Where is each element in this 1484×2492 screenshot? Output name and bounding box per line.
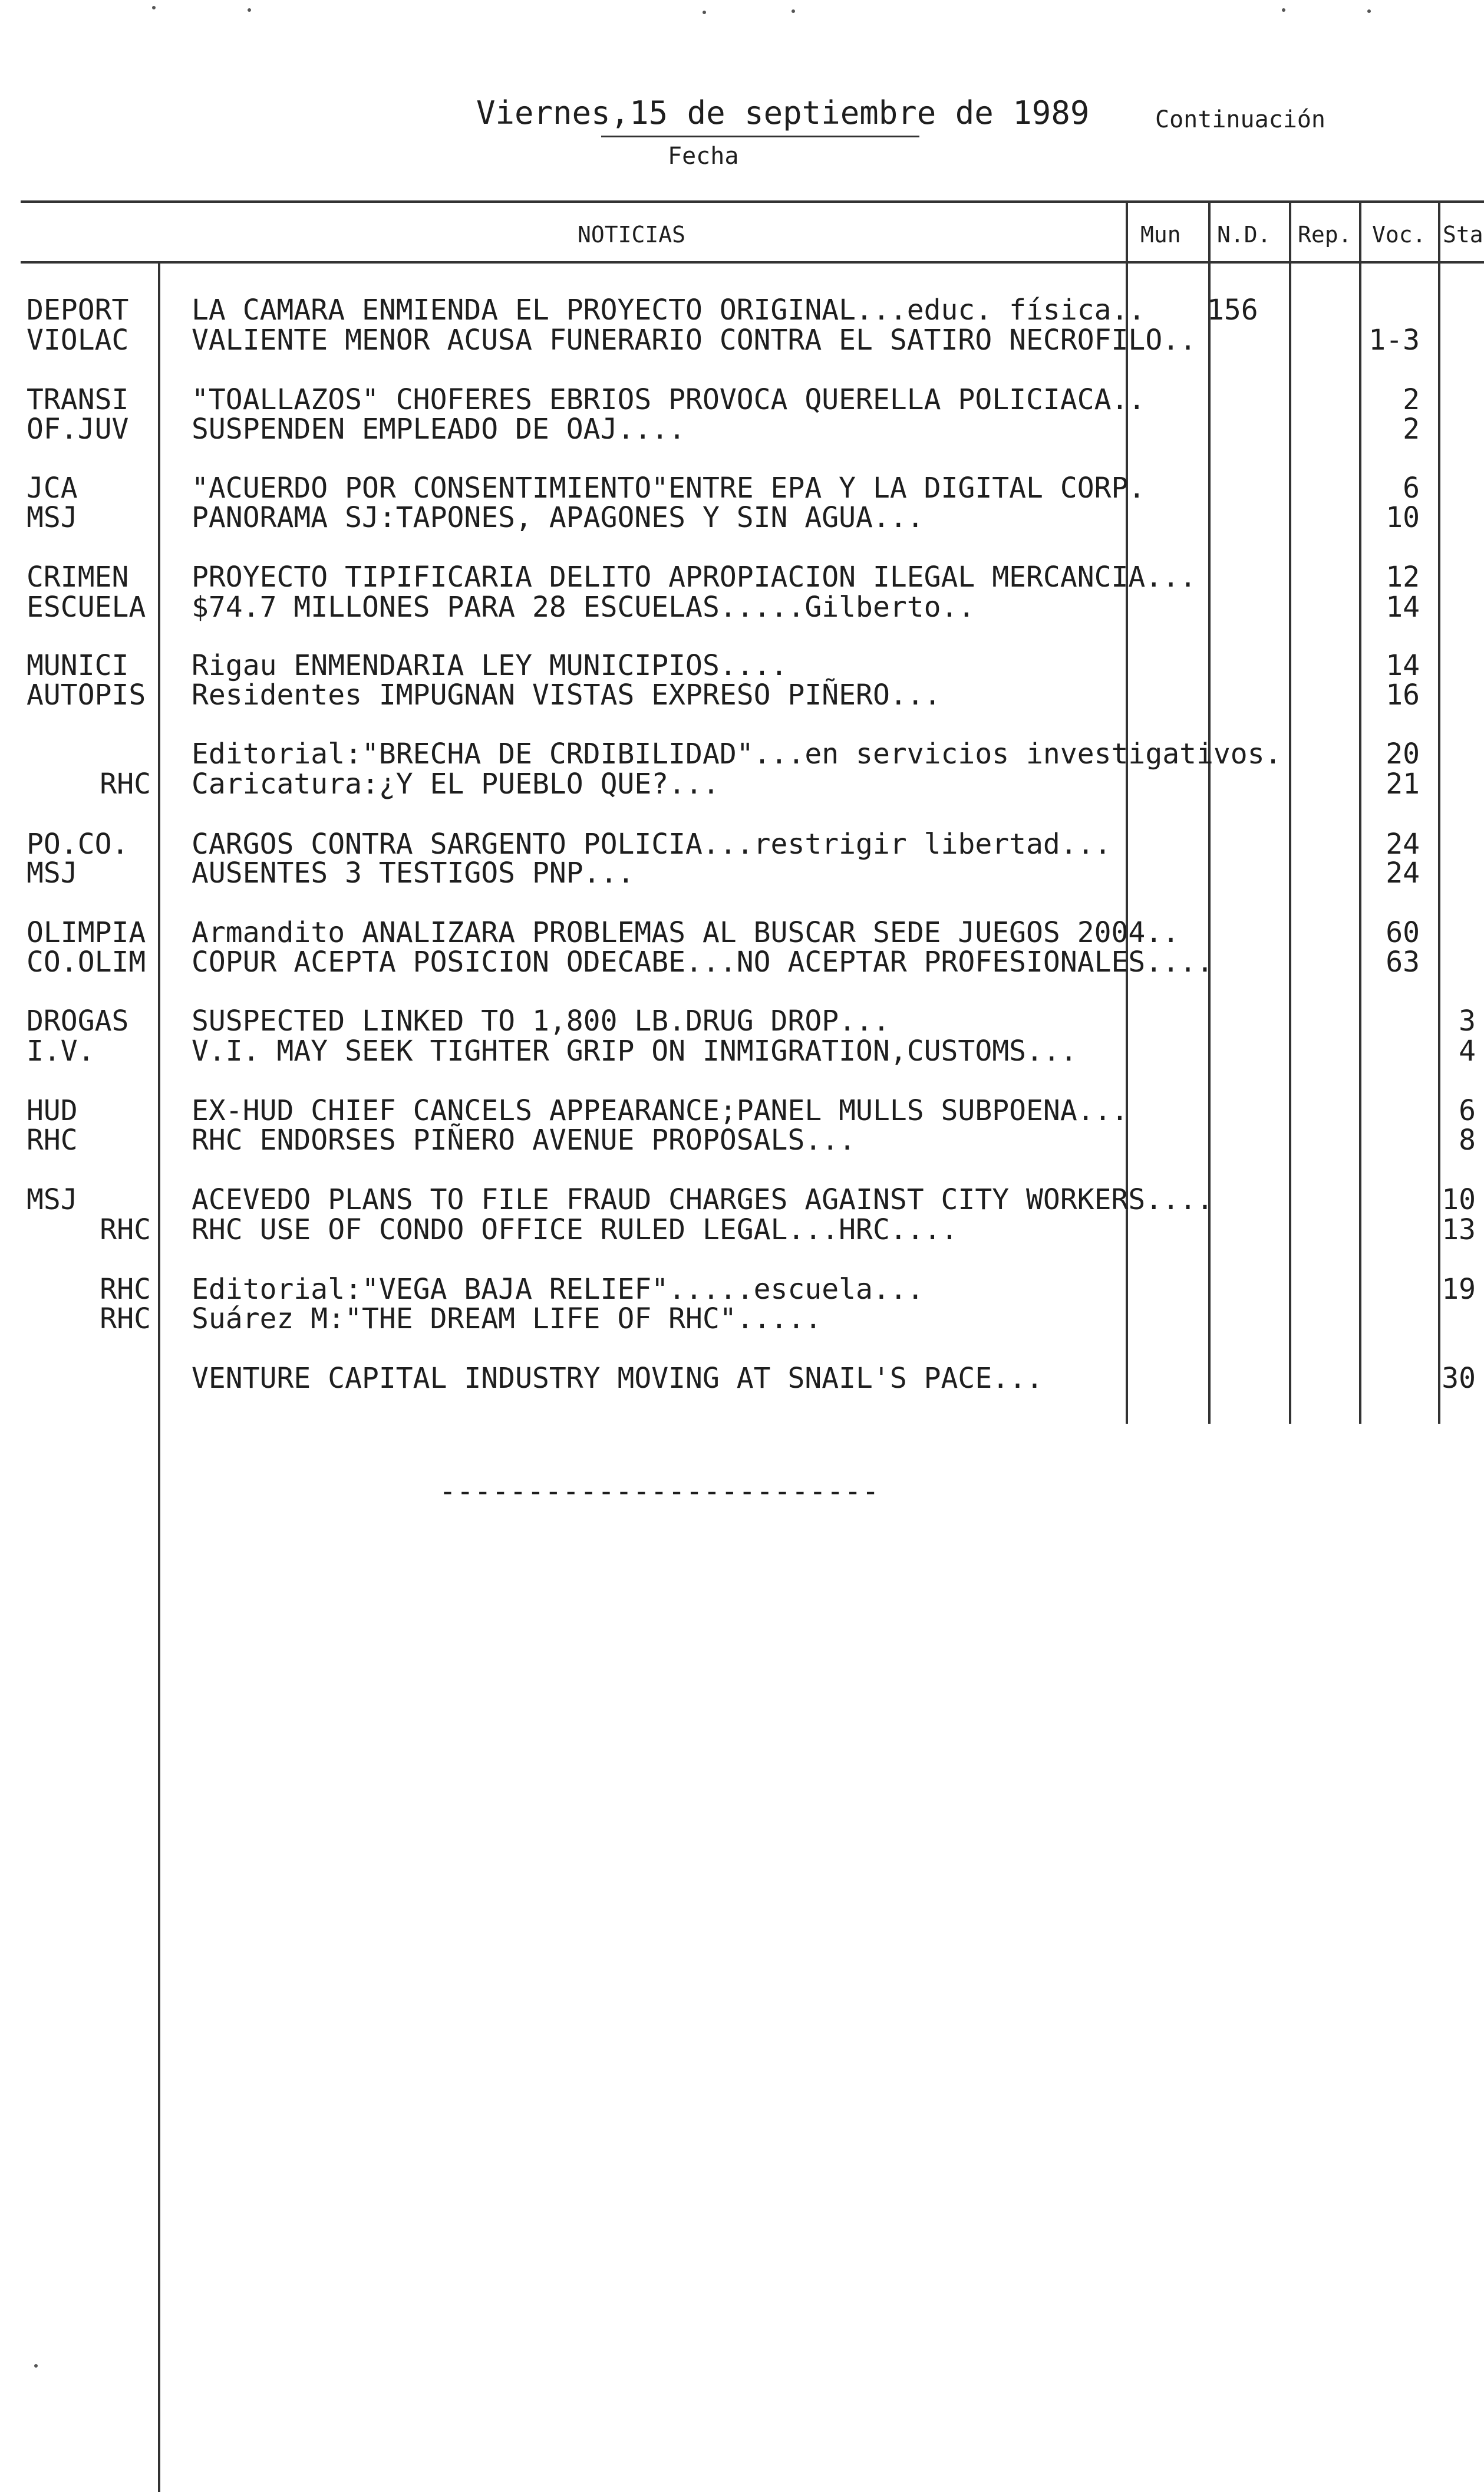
entry-voc-page: 16: [1386, 679, 1420, 712]
entry-voc-page: 63: [1386, 946, 1420, 979]
entry-headline: Suárez M:"THE DREAM LIFE OF RHC".....: [192, 1302, 822, 1335]
scan-speck: [34, 2364, 38, 2368]
entry-headline: PROYECTO TIPIFICARIA DELITO APROPIACION ILEGAL MERCANCIA...: [192, 561, 1197, 594]
entry-voc-page: 24: [1386, 857, 1420, 890]
table-top-rule: [21, 200, 1484, 203]
entry-headline: SUSPECTED LINKED TO 1,800 LB.DRUG DROP...: [192, 1005, 890, 1038]
entry-category: DEPORT: [27, 294, 129, 327]
entry-headline: Residentes IMPUGNAN VISTAS EXPRESO PIÑERO...: [192, 679, 941, 712]
column-divider-voc: [1359, 200, 1361, 1424]
entry-voc-page: 10: [1386, 501, 1420, 534]
entry-headline: "ACUERDO POR CONSENTIMIENTO"ENTRE EPA Y LA DIGITAL CORP.: [192, 472, 1146, 505]
scan-speck: [792, 9, 795, 13]
entry-category: ESCUELA: [27, 591, 146, 624]
entry-category: TRANSI: [27, 383, 129, 416]
scan-speck: [1282, 8, 1285, 12]
column-divider-rep: [1289, 200, 1291, 1424]
entry-category: AUTOPIS: [27, 679, 146, 712]
entry-headline: Editorial:"BRECHA DE CRDIBILIDAD"...en servicios investigativos.: [192, 738, 1282, 771]
entry-headline: RHC ENDORSES PIÑERO AVENUE PROPOSALS...: [192, 1124, 856, 1157]
column-header-nd: N.D.: [1217, 222, 1271, 248]
entry-voc-page: 14: [1386, 649, 1420, 682]
entry-category: JCA: [27, 472, 78, 505]
entry-category: CRIMEN: [27, 561, 129, 594]
entry-voc-page: 14: [1386, 591, 1420, 624]
entry-headline: VALIENTE MENOR ACUSA FUNERARIO CONTRA EL SATIRO NECROFILO..: [192, 324, 1197, 357]
entry-headline: CARGOS CONTRA SARGENTO POLICIA...restrigir libertad...: [192, 828, 1112, 861]
scan-speck: [248, 8, 251, 12]
entry-headline: Rigau ENMENDARIA LEY MUNICIPIOS....: [192, 649, 788, 682]
entry-headline: ACEVEDO PLANS TO FILE FRAUD CHARGES AGAINST CITY WORKERS....: [192, 1183, 1213, 1216]
entry-headline: COPUR ACEPTA POSICION ODECABE...NO ACEPTAR PROFESIONALES....: [192, 946, 1213, 979]
entry-headline: Editorial:"VEGA BAJA RELIEF".....escuela...: [192, 1273, 924, 1306]
column-header-voc: Voc.: [1372, 222, 1426, 248]
entry-category: MSJ: [27, 501, 78, 534]
entry-voc-page: 20: [1386, 738, 1420, 771]
entry-headline: RHC USE OF CONDO OFFICE RULED LEGAL...HRC....: [192, 1213, 958, 1246]
entry-category: RHC: [100, 1273, 151, 1306]
entry-category: RHC: [100, 1213, 151, 1246]
entry-category: MUNICI: [27, 649, 129, 682]
entry-headline: PANORAMA SJ:TAPONES, APAGONES Y SIN AGUA...: [192, 501, 924, 534]
column-divider-sta: [1438, 200, 1440, 1424]
entry-category: HUD: [27, 1094, 78, 1127]
entry-voc-page: 2: [1403, 383, 1420, 416]
scan-speck: [1367, 9, 1371, 13]
entry-headline: VENTURE CAPITAL INDUSTRY MOVING AT SNAIL'S PACE...: [192, 1362, 1043, 1395]
entry-headline: Caricatura:¿Y EL PUEBLO QUE?...: [192, 768, 720, 801]
entry-headline: Armandito ANALIZARA PROBLEMAS AL BUSCAR SEDE JUEGOS 2004..: [192, 916, 1180, 949]
entry-headline: SUSPENDEN EMPLEADO DE OAJ....: [192, 413, 686, 446]
entry-voc-page: 1-3: [1368, 324, 1420, 357]
entry-sta-page: 10: [1442, 1183, 1476, 1216]
entry-voc-page: 12: [1386, 561, 1420, 594]
column-divider-category: [158, 261, 160, 2492]
entry-sta-page: 6: [1459, 1094, 1476, 1127]
end-divider: -------------------------: [439, 1475, 880, 1508]
entry-category: MSJ: [27, 1183, 78, 1216]
entry-category: VIOLAC: [27, 324, 129, 357]
entry-category: PO.CO.: [27, 828, 129, 861]
entry-sta-page: 19: [1442, 1273, 1476, 1306]
entry-sta-page: 13: [1442, 1213, 1476, 1246]
entry-nd-page: 156: [1207, 294, 1258, 327]
column-divider-nd: [1208, 200, 1211, 1424]
document-date: Viernes,15 de septiembre de 1989: [476, 94, 1090, 131]
entry-sta-page: 8: [1459, 1124, 1476, 1157]
entry-category: RHC: [100, 768, 151, 801]
entry-voc-page: 24: [1386, 828, 1420, 861]
entry-category: RHC: [27, 1124, 78, 1157]
entry-voc-page: 21: [1386, 768, 1420, 801]
column-header-rep: Rep.: [1298, 222, 1352, 248]
entry-category: OF.JUV: [27, 413, 129, 446]
entry-headline: AUSENTES 3 TESTIGOS PNP...: [192, 857, 635, 890]
scan-speck: [152, 6, 156, 9]
entry-headline: LA CAMARA ENMIENDA EL PROYECTO ORIGINAL...educ. física..: [192, 294, 1146, 327]
entry-headline: V.I. MAY SEEK TIGHTER GRIP ON INMIGRATION,CUSTOMS...: [192, 1035, 1077, 1068]
date-label: Fecha: [668, 143, 739, 170]
entry-voc-page: 2: [1403, 413, 1420, 446]
entry-voc-page: 60: [1386, 916, 1420, 949]
column-header-mun: Mun: [1140, 222, 1181, 248]
entry-headline: $74.7 MILLONES PARA 28 ESCUELAS.....Gilberto..: [192, 591, 975, 624]
entry-voc-page: 6: [1403, 472, 1420, 505]
entry-sta-page: 30: [1442, 1362, 1476, 1395]
entry-category: RHC: [100, 1302, 151, 1335]
entry-headline: EX-HUD CHIEF CANCELS APPEARANCE;PANEL MULLS SUBPOENA...: [192, 1094, 1129, 1127]
entry-category: DROGAS: [27, 1005, 129, 1038]
scan-speck: [703, 11, 706, 14]
column-header-sta: Sta: [1443, 222, 1483, 248]
entry-category: I.V.: [27, 1035, 95, 1068]
entry-category: CO.OLIM: [27, 946, 146, 979]
entry-sta-page: 3: [1459, 1005, 1476, 1038]
entry-sta-page: 4: [1459, 1035, 1476, 1068]
continuation-label: Continuación: [1155, 106, 1325, 133]
table-header-rule: [21, 261, 1484, 264]
column-header-noticias: NOTICIAS: [578, 222, 686, 248]
entry-category: OLIMPIA: [27, 916, 146, 949]
date-underline: [601, 136, 919, 137]
entry-category: MSJ: [27, 857, 78, 890]
entry-headline: "TOALLAZOS" CHOFERES EBRIOS PROVOCA QUERELLA POLICIACA..: [192, 383, 1146, 416]
